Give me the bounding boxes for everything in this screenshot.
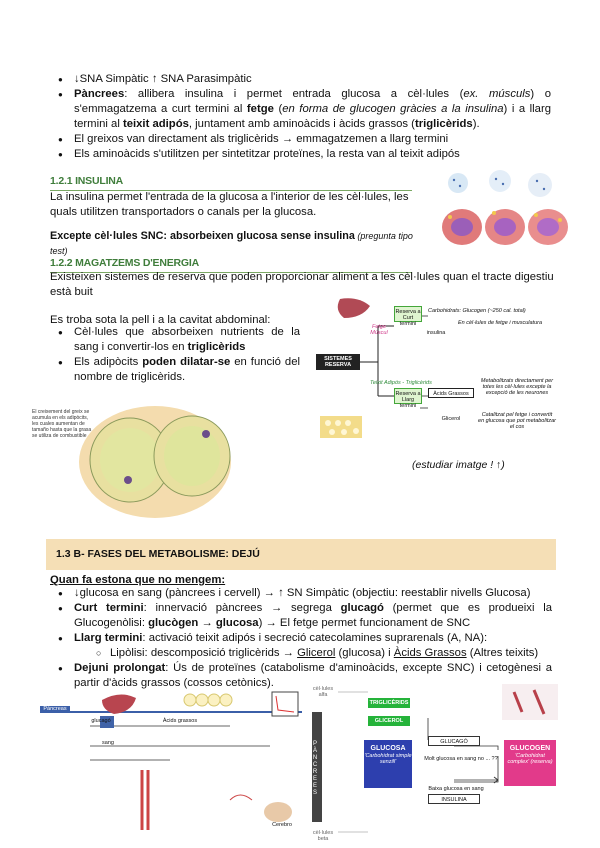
trigliserids-box: TRIGLICÈRIDS: [369, 700, 409, 706]
reserva-diagram: [310, 296, 558, 442]
metabolism-figure-art: [40, 690, 302, 830]
bullet-dejuni-prolongat: ● Dejuni prolongat: Ús de proteïnes (catabolisme d'aminoàcids, excepte SNC) i cetogènesi a partir d'àcids grassos (cossos cetònics).: [56, 661, 552, 691]
study-image-note: (estudiar imatge ! ↑): [412, 459, 505, 471]
heading-insulina: 1.2.1 INSULINA: [50, 174, 412, 191]
insulina-exception: Excepte cèl·lules SNC: absorbeixen glucosa sense insulina (pregunta tipo test): [50, 230, 413, 256]
bullet-sna: ● ↓SNA Simpàtic ↑ SNA Parasimpàtic: [56, 72, 551, 87]
bullet-aminoacids: ● Els aminoàcids s'utilitzen per sintetitzar proteïnes, la resta van al teixit adipós: [56, 147, 551, 162]
bullet-greixos: ● El greixos van directament als triglicèrids → emmagatzemen a llarg termini: [56, 132, 551, 147]
top-bullet-list: [56, 72, 551, 162]
glicerol-note: Catalitzat pel fetge i convertit en glucosa que pot metabolitzar el cos: [478, 412, 556, 430]
carbohidrats-label: Carbohidrats: Glucogen (~250 cal. total): [428, 308, 526, 314]
insulina-box: INSULINA: [428, 794, 480, 804]
carbohidrats-note: En cèl·lules de fetge i musculatura: [457, 320, 543, 326]
deju-title: Quan fa estona que no mengem:: [50, 574, 226, 586]
beta-cells-label: cèl·lules beta: [312, 830, 334, 842]
sistemes-reserva-box: SISTEMES RESERVA: [316, 354, 360, 370]
insulin-cells-image: [440, 165, 570, 250]
bullet-llarg-termini: ● Llarg termini: activació teixit adipós i secreció catecolamines suprarenals (A, NA): ○ Lipòlisi: descomposició triglicèrids → Glicerol (glucosa) i Àcids Grassos (Altres teixits): [56, 631, 552, 661]
left-sang-label: sang: [102, 740, 114, 746]
glucagon-box: GLUCAGÓ: [428, 736, 480, 746]
glucose-diagram: [308, 684, 566, 842]
teixit-adipos-label: Teixit Adipós - Triglicèrids: [370, 380, 432, 386]
glucogen-box: GLUCOGEN 'Carbohidrat complex' (reserva): [504, 740, 556, 786]
left-pancrees-label: Páncreas: [40, 706, 70, 712]
heading-magatzems: 1.2.2 MAGATZEMS D'ENERGIA: [50, 256, 412, 273]
low-glucose-note: Molt glucosa en sang no ... ??: [424, 756, 498, 762]
bullet-glucosa: ● ↓glucosa en sang (pàncrees i cervell) → ↑ SN Simpàtic (objectiu: reestablir nivells Glucosa): [56, 586, 552, 601]
fetge-muscul-label: Fetge Múscul: [370, 324, 388, 336]
bullet-adipocits: ● Els adipòcits poden dilatar-se en funció del nombre de triglicèrids.: [56, 355, 300, 385]
reserva-curt-box: Reserva a Curt termini: [394, 306, 422, 322]
bullet-cellules: ● Cèl·lules que absorbeixen nutrients de la sang i convertir-los en triglicèrids: [56, 325, 300, 355]
magatzems-paragraph: Existeixen sistemes de reserva que poden proporcionar aliment a les cèl·lules quan el tracte digestiu està buit: [50, 271, 554, 298]
deju-list: [56, 586, 552, 691]
left-acids-label: Àcids grassos: [162, 718, 198, 724]
reserva-llarg-box: Reserva a Llarg termini: [394, 388, 422, 404]
bullet-pancrees: ● Pàncrees: allibera insulina i permet entrada glucosa a cèl·lules (ex. músculs) o s'emmagatzema a curt termini al fetge (en forma de glucogen gràcies a la insulina) i a llarg termini al teixit adipós, juntament amb aminoàcids i àcids grassos (triglicèrids).: [56, 87, 551, 132]
alfa-cells-label: cèl·lules alfa: [312, 686, 334, 698]
section-banner-deju: 1.3 B- FASES DEL METABOLISME: DEJÚ: [46, 539, 556, 570]
glucosa-box: GLUCOSA 'Carbohidrat simple senzill': [364, 740, 412, 788]
glicerol-box: GLICEROL: [368, 716, 410, 726]
high-glucose-note: Baixa glucosa en sang: [428, 786, 484, 792]
magatzems-list: [56, 325, 300, 385]
magatzems-location: Es troba sota la pell i a la cavitat abdominal:: [50, 314, 271, 326]
metabolism-figure: [40, 690, 302, 830]
left-cerebro-label: Cerebro: [272, 822, 292, 828]
pancrees-vertical-label: PÀNCREES: [312, 712, 322, 822]
insulina-label: insulina: [426, 330, 446, 336]
glicerol-label: Glicerol: [441, 416, 461, 422]
bullet-curt-termini: ● Curt termini: innervació pàncrees → segrega glucagó (permet que es produeixi la Glucogenòlisi: glucògen → glucosa) → El fetge permet funcionament de SNC: [56, 601, 552, 631]
sub-lipolisi: ○ Lipòlisi: descomposició triglicèrids → Glicerol (glucosa) i Àcids Grassos (Altres teixits): [94, 646, 552, 661]
adipocyte-caption: El creixement del greix se acumula en els adipòcits, les cuales aumentan de tamaño hasta que la grasa se utiliza de combustible: [32, 409, 92, 439]
insulina-paragraph: La insulina permet l'entrada de la glucosa a l'interior de les cèl·lules, les quals utilitzen transportadors o canals per la glucosa.: [50, 191, 409, 218]
lipolisi-sublist: [74, 646, 552, 661]
left-glucagon-label: glucagó: [91, 718, 111, 724]
acids-grassos-box: Àcids Grassos: [428, 388, 474, 398]
acids-grassos-note: Metabolitzats directament per totes les cèl·lules excepte la excepció de les neurones: [480, 378, 554, 396]
